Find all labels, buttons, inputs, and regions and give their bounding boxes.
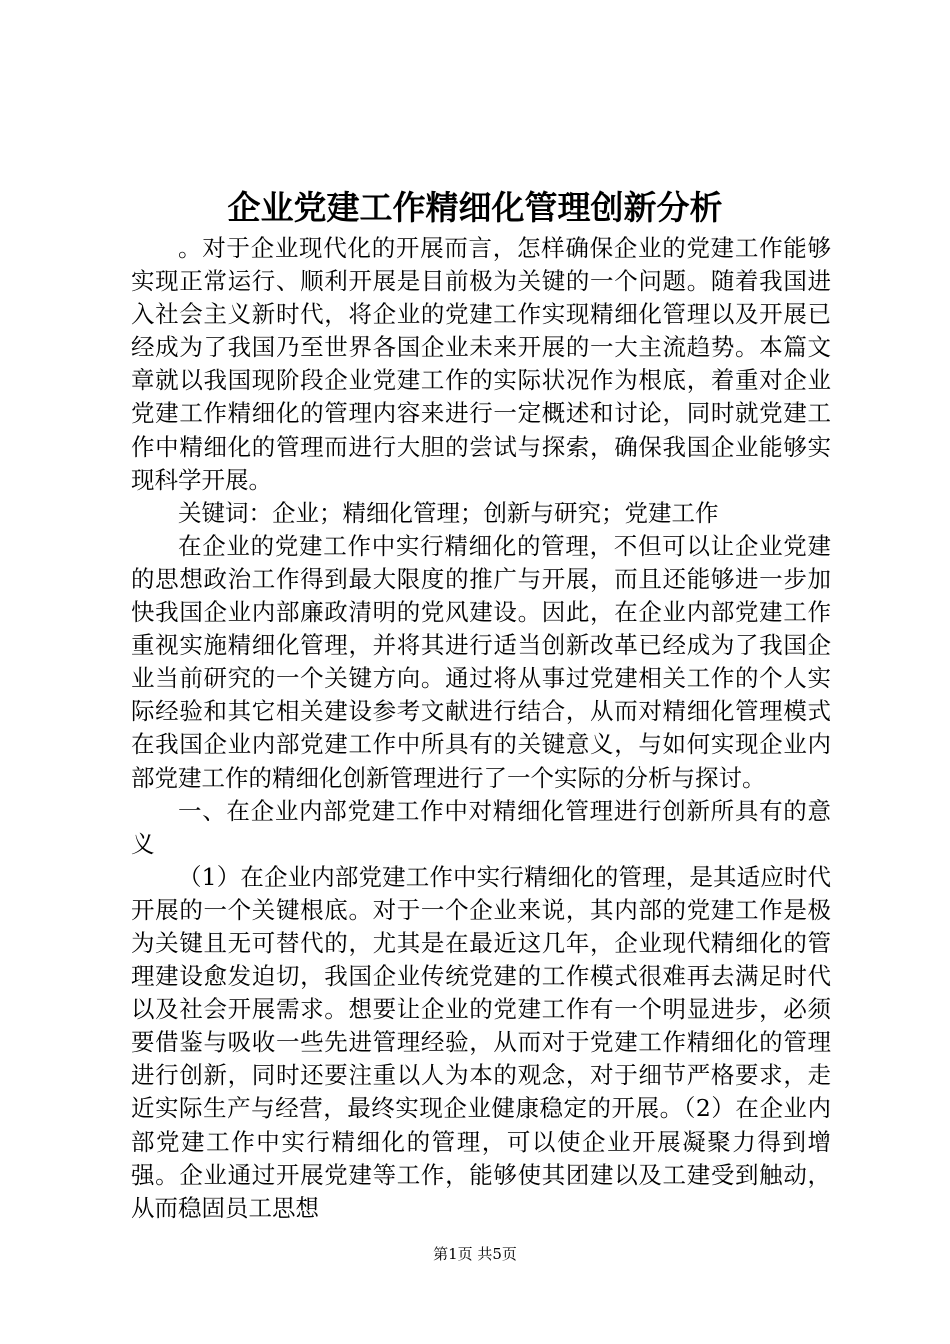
document-body	[131, 232, 831, 1225]
page-title: 企业党建工作精细化管理创新分析	[227, 188, 723, 227]
section-paragraph: （1）在企业内部党建工作中实行精细化的管理，是其适应时代开展的一个关键根底。对于一个企业来说，其内部的党建工作是极为关键且无可替代的，尤其是在最近这几年，企业现代精细化的管理建设愈发迫切，我国企业传统党建的工作模式很难再去满足时代以及社会开展需求。想要让企业的党建工作有一个明显进步，必须要借鉴与吸收一些先进管理经验，从而对于党建工作精细化的管理进行创新，同时还要注重以人为本的观念，对于细节严格要求，走近实际生产与经营，最终实现企业健康稳定的开展。（2）在企业内部党建工作中实行精细化的管理，可以使企业开展凝聚力得到增强。企业通过开展党建等工作，能够使其团建以及工建受到触动，从而稳固员工思想	[131, 862, 831, 1222]
section-heading: 一、在企业内部党建工作中对精细化管理进行创新所具有的意义	[131, 796, 831, 858]
intro-paragraph: 在企业的党建工作中实行精细化的管理，不但可以让企业党建的思想政治工作得到最大限度的推广与开展，而且还能够进一步加快我国企业内部廉政清明的党风建设。因此，在企业内部党建工作重视实施精细化管理，并将其进行适当创新改革已经成为了我国企业当前研究的一个关键方向。通过将从事过党建相关工作的个人实际经验和其它相关建设参考文献进行结合，从而对精细化管理模式在我国企业内部党建工作中所具有的关键意义，与如何实现企业内部党建工作的精细化创新管理进行了一个实际的分析与探讨。	[131, 531, 831, 792]
keywords-paragraph: 关键词：企业；精细化管理；创新与研究；党建工作	[178, 498, 719, 527]
abstract-paragraph: 。对于企业现代化的开展而言，怎样确保企业的党建工作能够实现正常运行、顺利开展是目前极为关键的一个问题。随着我国进入社会主义新时代，将企业的党建工作实现精细化管理以及开展已经成为了我国乃至世界各国企业未来开展的一大主流趋势。本篇文章就以我国现阶段企业党建工作的实际状况作为根底，着重对企业党建工作精细化的管理内容来进行一定概述和讨论，同时就党建工作中精细化的管理而进行大胆的尝试与探索，确保我国企业能够实现科学开展。	[131, 234, 831, 494]
page-footer: 第1页 共5页	[433, 1245, 517, 1263]
